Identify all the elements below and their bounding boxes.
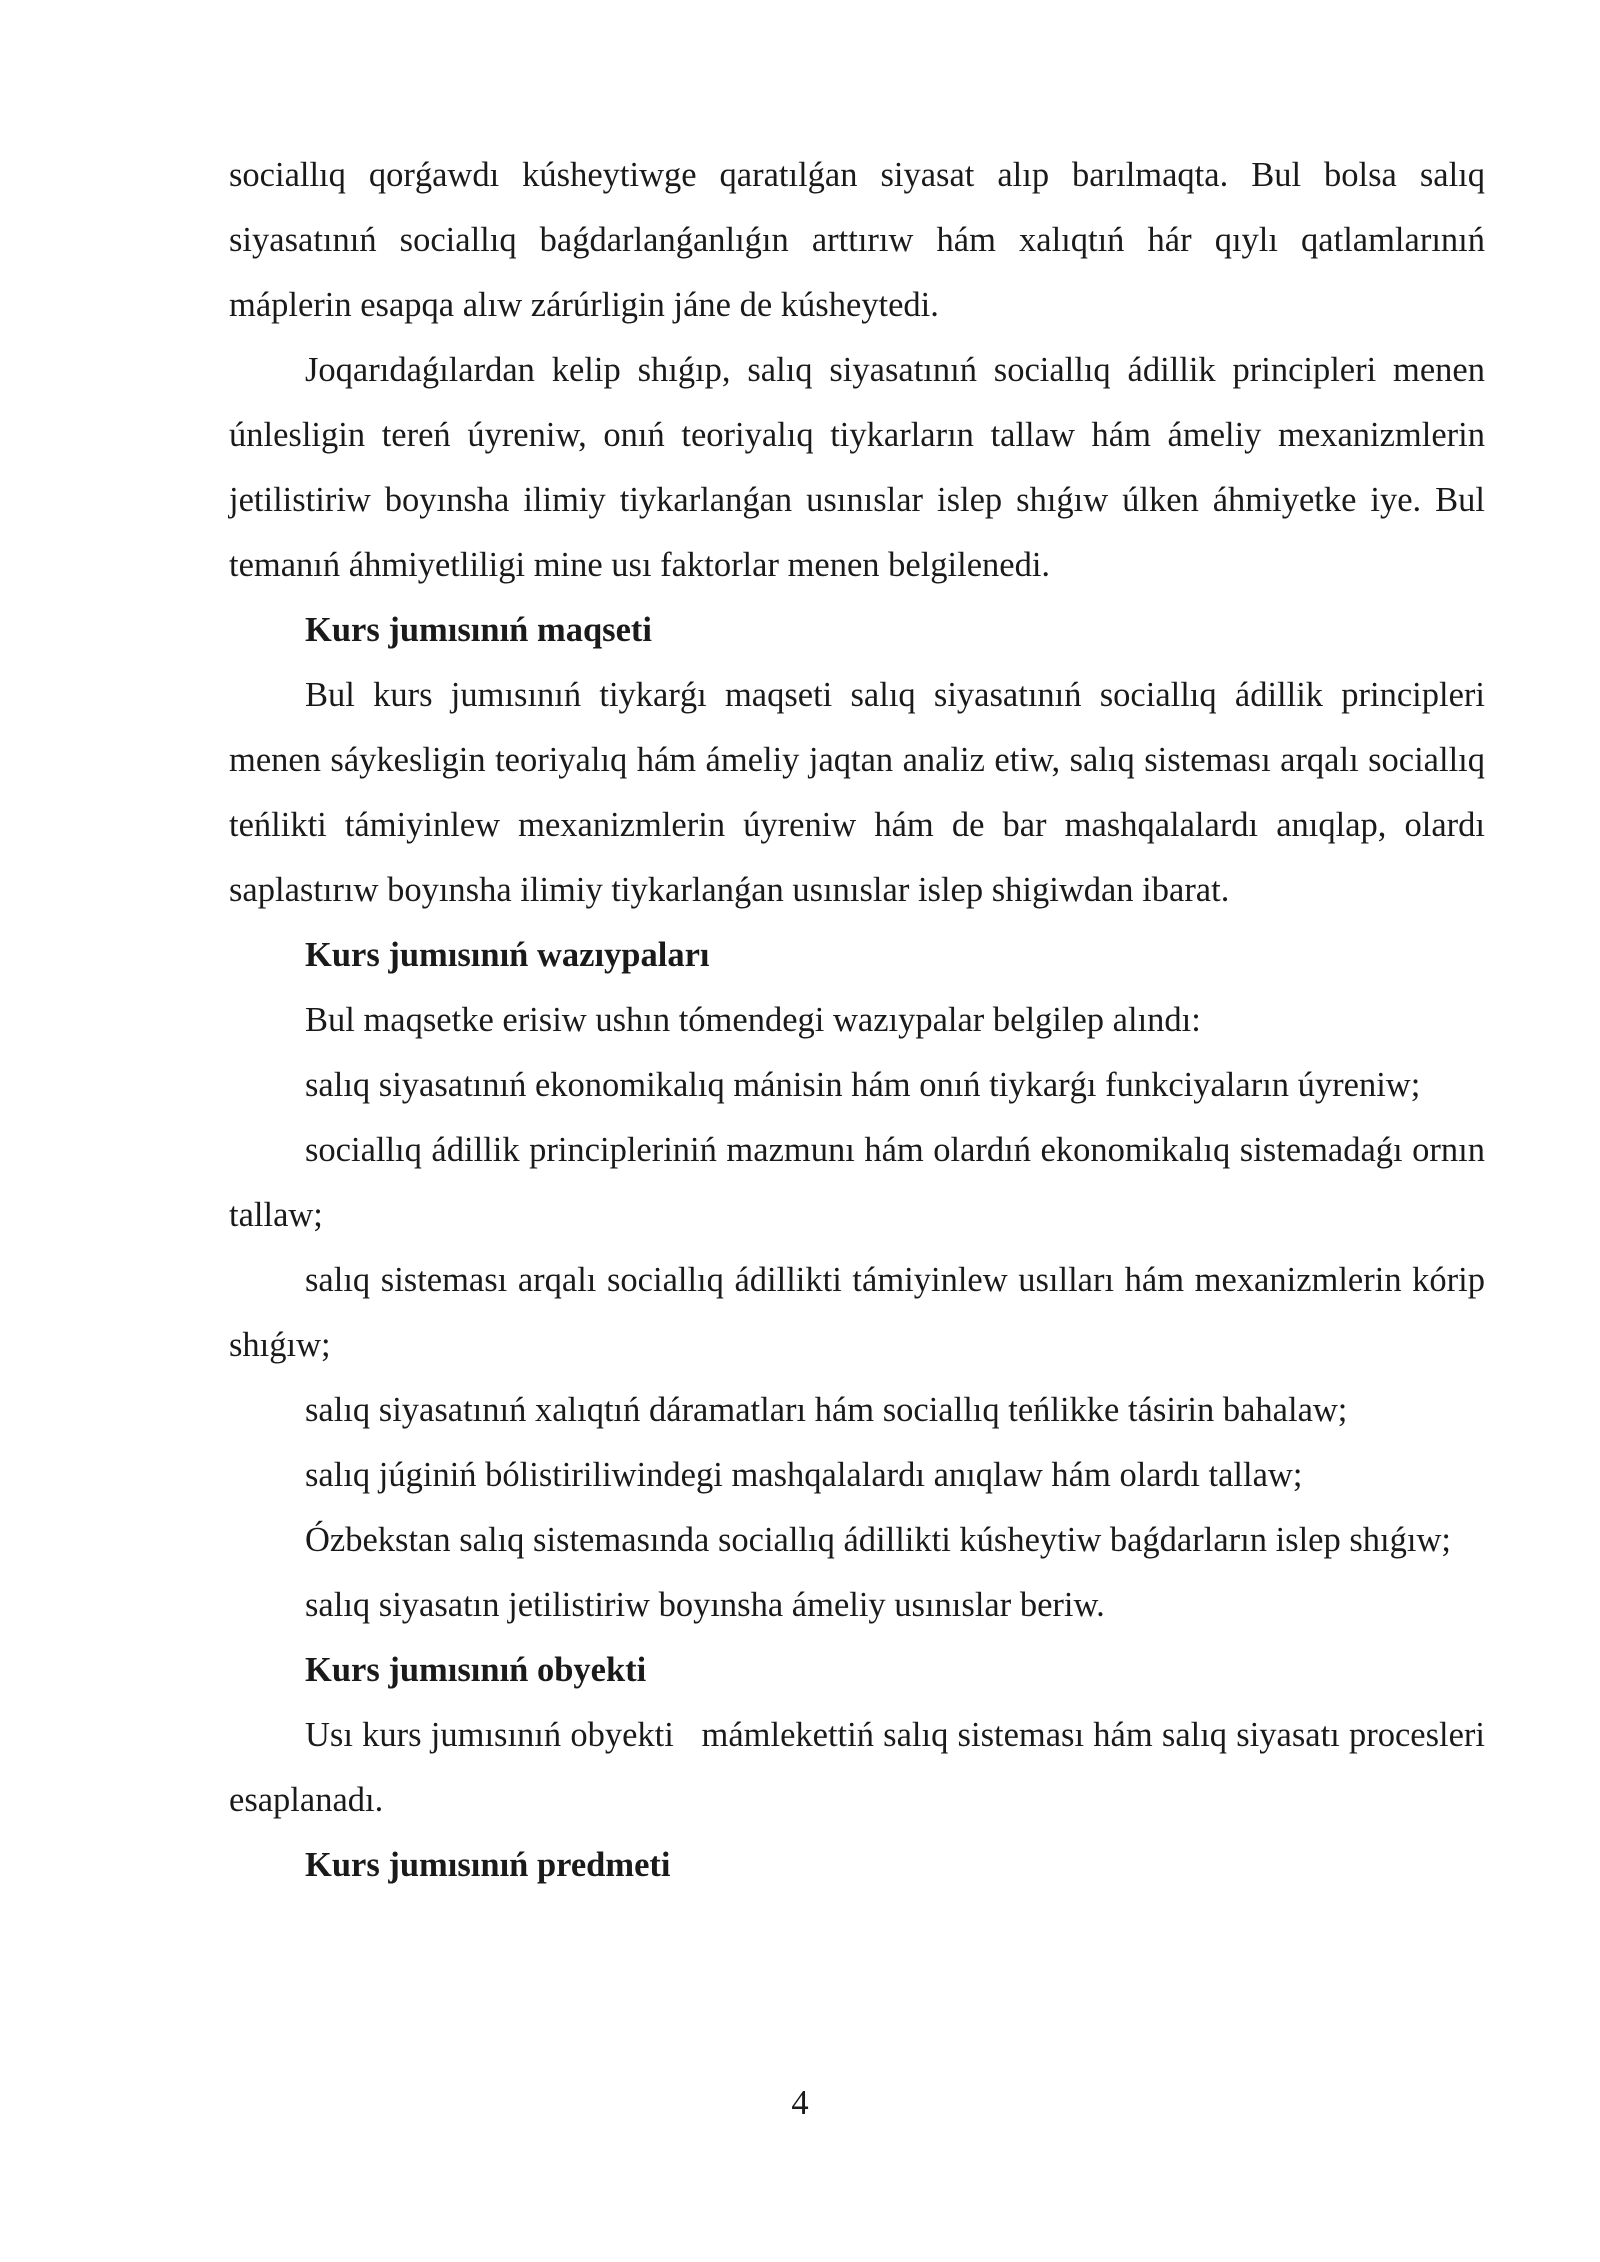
body-paragraph: Bul kurs jumısınıń tiykarǵı maqseti salıq siyasatınıń sociallıq ádillik principleri menen sáykesligin teoriyalıq hám ámeliy jaqtan analiz etiw, salıq sisteması arqalı sociallıq teńlikti támiyinlew mexanizmlerin úyreniw hám de bar mashqalalardı anıqlap, olardı saplastırıw boyınsha ilimiy tiykarlanǵan usınıslar islep shigiwdan ibarat.	[229, 676, 1485, 909]
page-body	[229, 143, 1494, 1898]
section-heading-tasks: Kurs jumısınıń wazıypaları	[305, 936, 710, 974]
task-item: salıq siyasatın jetilistiriw boyınsha ámeliy usınıslar beriw.	[305, 1586, 1105, 1624]
body-paragraph: Bul maqsetke erisiw ushın tómendegi wazıypalar belgilep alındı:	[305, 1001, 1201, 1039]
page-number: 4	[791, 2084, 809, 2122]
section-heading-object: Kurs jumısınıń obyekti	[305, 1651, 647, 1689]
body-paragraph: sociallıq qorǵawdı kúsheytiwge qaratılǵan siyasat alıp barılmaqta. Bul bolsa salıq siyasatınıń sociallıq baǵdarlanǵanlıǵın arttırıw hám xalıqtıń hár qıylı qatlamlarınıń máplerin esapqa alıw zárúrligin jáne de kúsheytedi.	[229, 156, 1485, 324]
task-item: salıq júginiń bólistiriliwindegi mashqalalardı anıqlaw hám olardı tallaw;	[305, 1456, 1303, 1494]
body-paragraph: Joqarıdaǵılardan kelip shıǵıp, salıq siyasatınıń sociallıq ádillik principleri menen únlesligin tereń úyreniw, onıń teoriyalıq tiykarların tallaw hám ámeliy mexanizmlerin jetilistiriw boyınsha ilimiy tiykarlanǵan usınıslar islep shıǵıw úlken áhmiyetke iye. Bul temanıń áhmiyetliligi mine usı faktorlar menen belgilenedi.	[229, 351, 1485, 584]
task-item: salıq sisteması arqalı sociallıq ádillikti támiyinlew usılları hám mexanizmlerin kórip shıǵıw;	[229, 1261, 1485, 1364]
section-heading-goal: Kurs jumısınıń maqseti	[305, 611, 652, 649]
task-item: salıq siyasatınıń xalıqtıń dáramatları hám sociallıq teńlikke tásirin bahalaw;	[305, 1391, 1348, 1429]
body-paragraph: Usı kurs jumısınıń obyekti mámlekettiń salıq sisteması hám salıq siyasatı procesleri esaplanadı.	[229, 1716, 1494, 1819]
task-item: sociallıq ádillik principleriniń mazmunı hám olardıń ekonomikalıq sistemadaǵı ornın tallaw;	[229, 1131, 1485, 1234]
section-heading-subject: Kurs jumısınıń predmeti	[305, 1846, 671, 1884]
task-item: salıq siyasatınıń ekonomikalıq mánisin hám onıń tiykarǵı funkciyaların úyreniw;	[305, 1066, 1421, 1104]
task-item: Ózbekstan salıq sistemasında sociallıq ádillikti kúsheytiw baǵdarların islep shıǵıw;	[305, 1521, 1451, 1559]
